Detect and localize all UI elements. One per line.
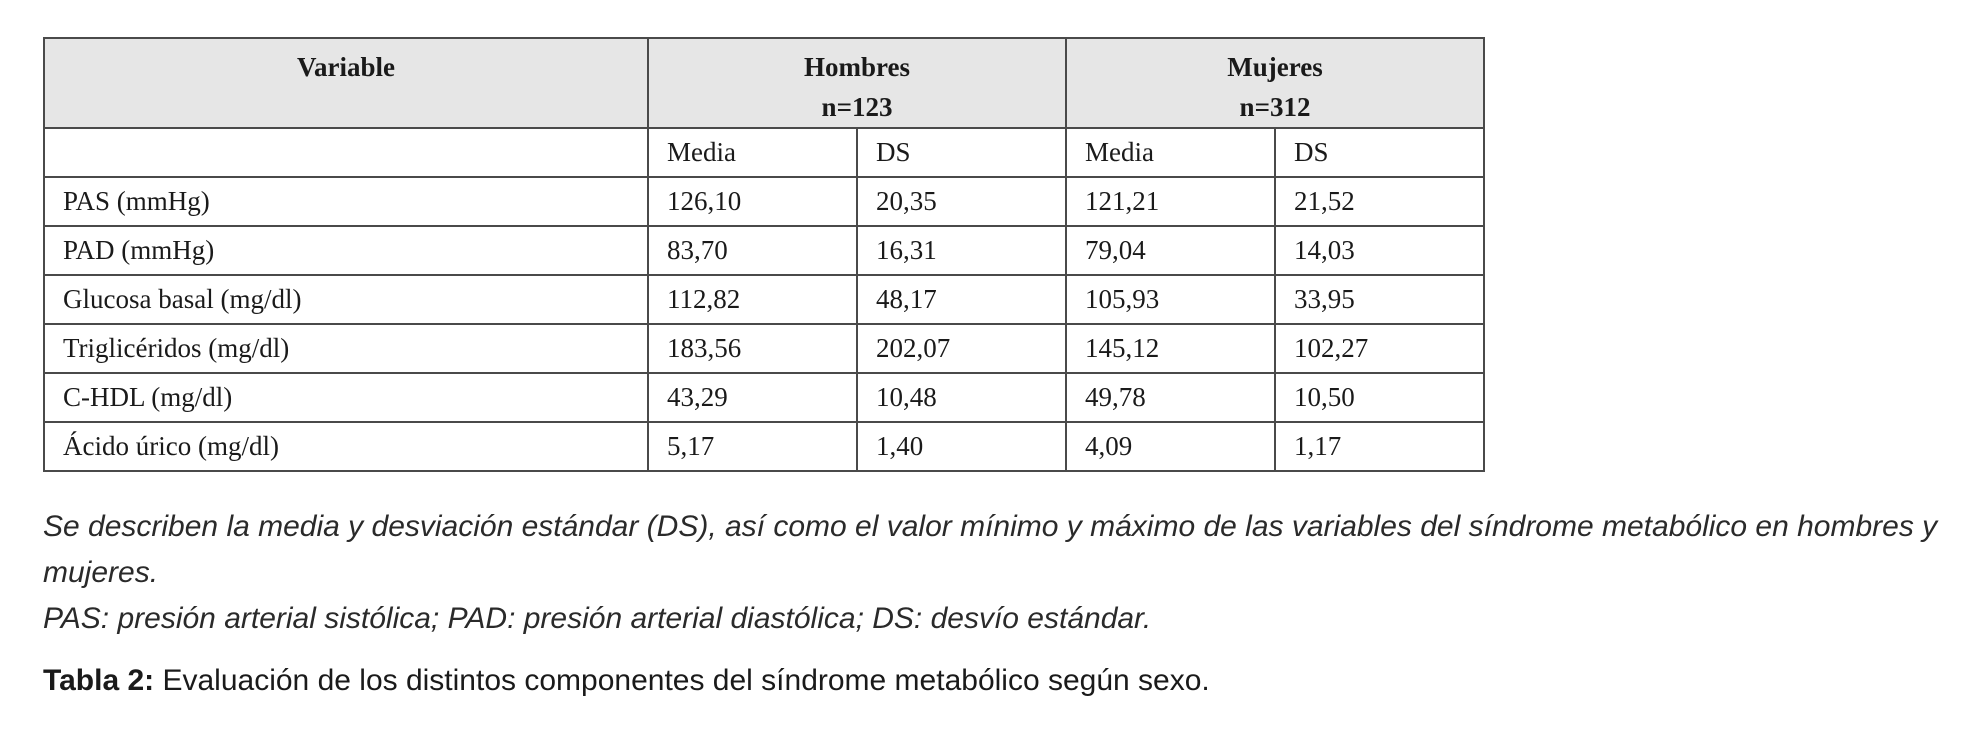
header-women-n: n=312: [1239, 92, 1311, 122]
table-header-row: [44, 38, 1484, 128]
table-row: [44, 177, 1484, 226]
subheader-cell: DS: [1275, 128, 1484, 177]
table-cell: 16,31: [857, 226, 1066, 275]
table-cell: 4,09: [1066, 422, 1275, 471]
table-subheader-row: [44, 128, 1484, 177]
table-cell: 105,93: [1066, 275, 1275, 324]
table-cell: Ácido úrico (mg/dl): [44, 422, 648, 471]
table-cell: 48,17: [857, 275, 1066, 324]
notes-abbreviations: PAS: presión arterial sistólica; PAD: presión arterial diastólica; DS: desvío estándar.: [43, 602, 1152, 635]
table-cell: 126,10: [648, 177, 857, 226]
table-cell: 14,03: [1275, 226, 1484, 275]
table-row: [44, 226, 1484, 275]
table-cell: 21,52: [1275, 177, 1484, 226]
table-cell: 183,56: [648, 324, 857, 373]
table-cell: 145,12: [1066, 324, 1275, 373]
table-row: [44, 275, 1484, 324]
table-cell: PAD (mmHg): [44, 226, 648, 275]
data-table: [43, 37, 1485, 472]
table-cell: 33,95: [1275, 275, 1484, 324]
table-cell: 83,70: [648, 226, 857, 275]
table-cell: 20,35: [857, 177, 1066, 226]
notes-description: Se describen la media y desviación estándar (DS), así como el valor mínimo y máximo de las variables del síndrome metabólico en hombres y mujeres.: [43, 510, 1938, 589]
header-women: [1066, 38, 1484, 128]
table-cell: 1,17: [1275, 422, 1484, 471]
table-cell: 112,82: [648, 275, 857, 324]
header-variable: Variable: [44, 38, 648, 128]
table-cell: 102,27: [1275, 324, 1484, 373]
subheader-cell: Media: [648, 128, 857, 177]
table-caption: [43, 664, 1210, 698]
subheader-cell: Media: [1066, 128, 1275, 177]
header-women-label: Mujeres: [1227, 52, 1323, 82]
subheader-cell: [44, 128, 648, 177]
table-cell: 43,29: [648, 373, 857, 422]
table-row: [44, 422, 1484, 471]
table-cell: 121,21: [1066, 177, 1275, 226]
table-row: [44, 373, 1484, 422]
table-row: [44, 324, 1484, 373]
table-cell: Triglicéridos (mg/dl): [44, 324, 648, 373]
table-cell: 79,04: [1066, 226, 1275, 275]
table-cell: 1,40: [857, 422, 1066, 471]
table-cell: 49,78: [1066, 373, 1275, 422]
header-men: [648, 38, 1066, 128]
table-notes: [43, 504, 1963, 642]
subheader-cell: DS: [857, 128, 1066, 177]
caption-text: Evaluación de los distintos componentes del síndrome metabólico según sexo.: [154, 664, 1210, 697]
table-cell: Glucosa basal (mg/dl): [44, 275, 648, 324]
table-cell: PAS (mmHg): [44, 177, 648, 226]
table-cell: 10,48: [857, 373, 1066, 422]
table-cell: C-HDL (mg/dl): [44, 373, 648, 422]
table-cell: 10,50: [1275, 373, 1484, 422]
header-men-n: n=123: [821, 92, 893, 122]
table-cell: 202,07: [857, 324, 1066, 373]
header-men-label: Hombres: [804, 52, 910, 82]
table-cell: 5,17: [648, 422, 857, 471]
caption-label: Tabla 2:: [43, 664, 155, 697]
